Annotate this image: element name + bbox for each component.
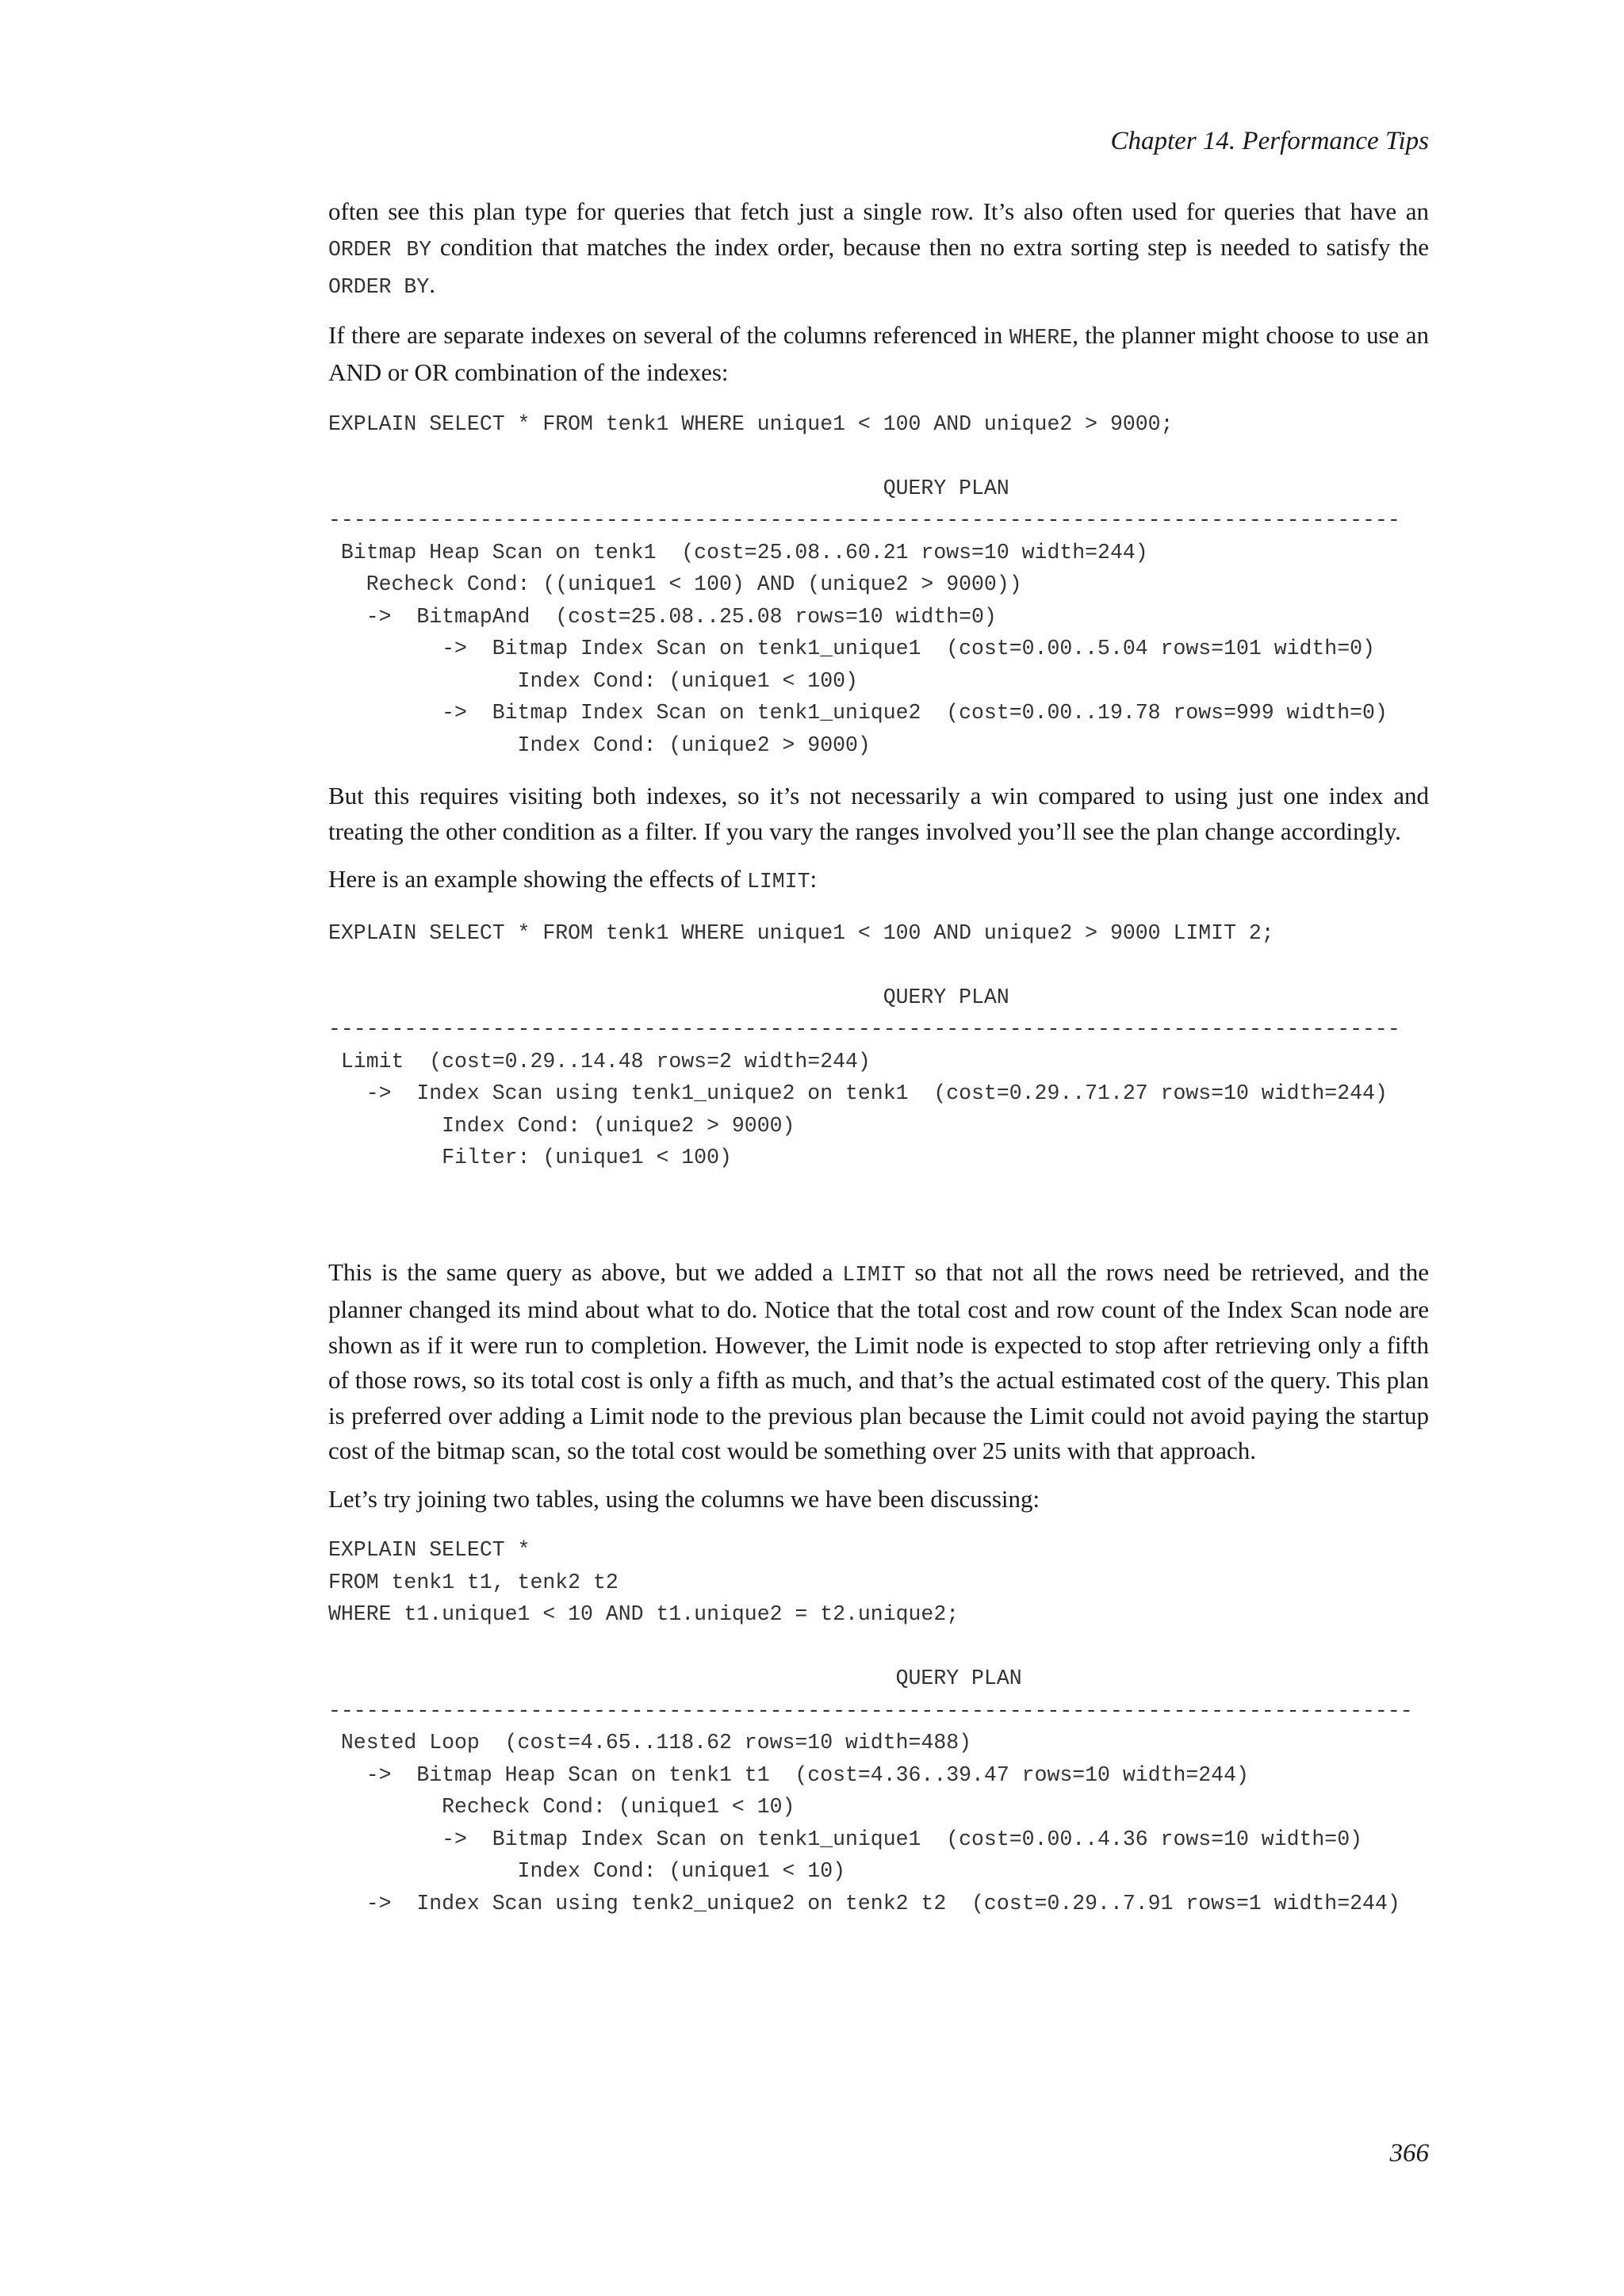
inline-code-limit-2: LIMIT (842, 1262, 906, 1287)
code-block-bitmap-and: EXPLAIN SELECT * FROM tenk1 WHERE unique1 < 100 AND unique2 > 9000; QUERY PLAN ------------------------------------------------------------------------------------- Bitmap Heap Scan on tenk1 (cost=25.08..60.21 rows=10 width=244) Recheck Cond: ((unique1 < 100) AND (unique2 > 9000)) -> BitmapAnd (cost=25.08..25.08 rows=10 width=0) -> Bitmap Index Scan on tenk1_unique1 (cost=0.00..5.04 rows=101 width=0) Index Cond: (unique1 < 100) -> Bitmap Index Scan on tenk1_unique2 (cost=0.00..19.78 rows=999 width=0) Index Cond: (unique2 > 9000) (328, 411, 1400, 757)
page-number: 366 (1389, 2139, 1429, 2168)
page-body (328, 194, 1429, 1919)
running-header: Chapter 14. Performance Tips (1110, 127, 1429, 155)
inline-code-order-by: ORDER BY (328, 237, 432, 262)
paragraph-join-intro: Let’s try joining two tables, using the columns we have been discussing: (328, 1484, 1040, 1513)
code-block-limit: EXPLAIN SELECT * FROM tenk1 WHERE unique1 < 100 AND unique2 > 9000 LIMIT 2; QUERY PLAN ------------------------------------------------------------------------------------- Limit (cost=0.29..14.48 rows=2 width=244) -> Index Scan using tenk1_unique2 on tenk1 (cost=0.29..71.27 rows=10 width=244) Index Cond: (unique2 > 9000) Filter: (unique1 < 100) (328, 920, 1400, 1169)
paragraph-limit-intro: Here is an example showing the effects of LIMIT: (328, 865, 818, 894)
paragraph-index-scan-usage: often see this plan type for queries that fetch just a single row. It’s also often used for queries that have an ORDER BY condition that matches the index order, because then no extra sorting step is needed to satisfy the ORDER BY. (328, 197, 1429, 299)
inline-code-order-by-2: ORDER BY (328, 275, 430, 299)
paragraph-bitmap-and-intro: If there are separate indexes on several of the columns referenced in WHERE, the planner might choose to use an AND or OR combination of the indexes: (328, 320, 1429, 386)
paragraph-bitmap-tradeoff: But this requires visiting both indexes, so it’s not necessarily a win compared to using just one index and treating the other condition as a filter. If you vary the ranges involved you’ll see the plan change accordingly. (328, 782, 1429, 845)
inline-code-where: WHERE (1009, 325, 1073, 350)
paragraph-limit-explanation: This is the same query as above, but we added a LIMIT so that not all the rows need be retrieved, and the planner changed its mind about what to do. Notice that the total cost and row count of the Index Scan node are shown as if it were run to completion. However, the Limit node is expected to stop after retrieving only a fifth of those rows, so its total cost is only a fifth as much, and that’s the actual estimated cost of the query. This plan is preferred over adding a Limit node to the previous plan because the Limit could not avoid paying the startup cost of the bitmap scan, so the total cost would be something over 25 units with that approach. (328, 1257, 1429, 1464)
code-block-nested-loop: EXPLAIN SELECT * FROM tenk1 t1, tenk2 t2 WHERE t1.unique1 < 10 AND t1.unique2 = t2.unique2; QUERY PLAN -------------------------------------------------------------------------------------- Nested Loop (cost=4.65..118.62 rows=10 width=488) -> Bitmap Heap Scan on tenk1 t1 (cost=4.36..39.47 rows=10 width=244) Recheck Cond: (unique1 < 10) -> Bitmap Index Scan on tenk1_unique1 (cost=0.00..4.36 rows=10 width=0) Index Cond: (unique1 < 10) -> Index Scan using tenk2_unique2 on tenk2 t2 (cost=0.29..7.91 rows=1 width=244) (328, 1538, 1413, 1915)
inline-code-limit: LIMIT (746, 870, 810, 894)
